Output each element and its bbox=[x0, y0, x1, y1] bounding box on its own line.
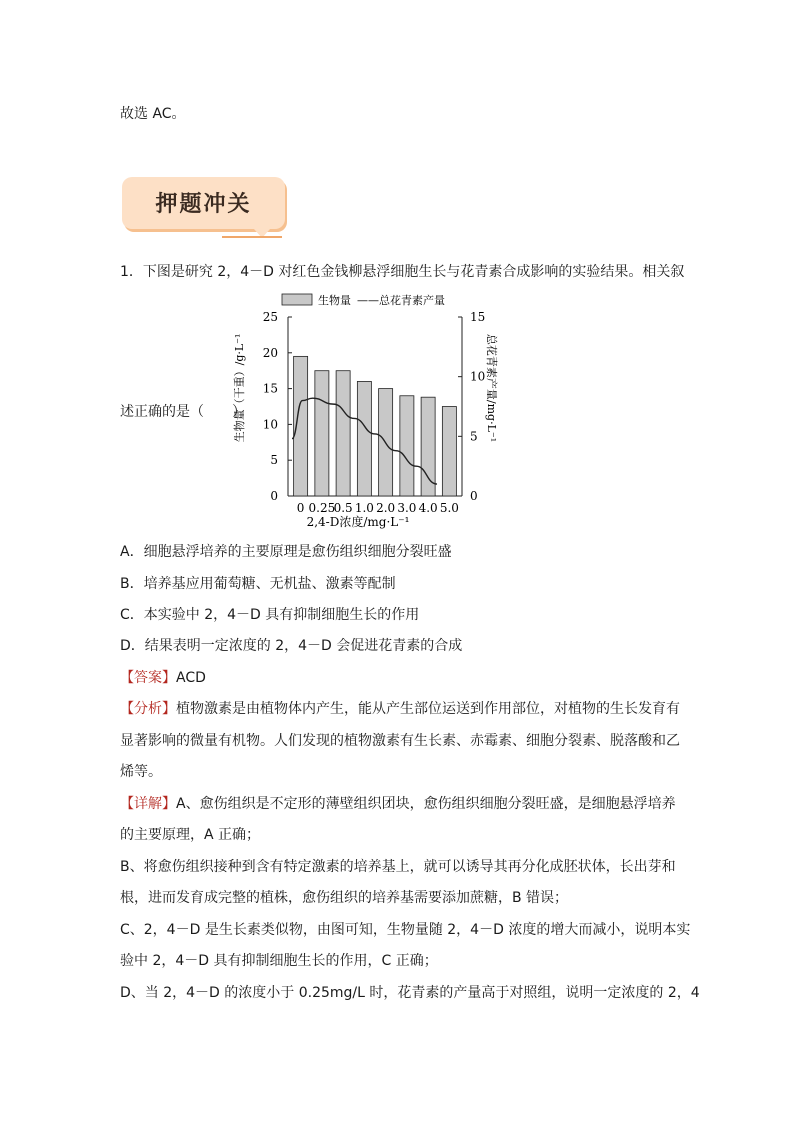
detail-line-d1: D、当 2，4－D 的浓度小于 0.25mg/L 时，花青素的产量高于对照组，说明一定浓度的 2，4 bbox=[120, 985, 700, 1001]
y-left-tick-label: 25 bbox=[262, 310, 278, 324]
x-tick-label: 0.25 bbox=[308, 501, 336, 515]
y-left-tick-label: 20 bbox=[262, 345, 278, 360]
y-left-tick-label: 5 bbox=[270, 453, 278, 468]
detail-line-c2: 验中 2，4－D 具有抑制细胞生长的作用，C 正确； bbox=[120, 953, 438, 969]
y-left-tick-label: 15 bbox=[262, 381, 278, 396]
section-banner bbox=[122, 177, 285, 229]
analysis-text-1: 植物激素是由植物体内产生，能从产生部位运送到作用部位，对植物的生长发育有 bbox=[176, 701, 680, 717]
answer-line bbox=[120, 668, 206, 688]
analysis-line-2: 显著影响的微量有机物。人们发现的植物激素有生长素、赤霉素、细胞分裂素、脱落酸和乙 bbox=[120, 733, 680, 749]
y-axis-left-label: 生物量（干重）/g·L⁻¹ bbox=[233, 333, 246, 443]
y-right-tick-label: 10 bbox=[470, 369, 486, 384]
option-c: C．本实验中 2，4－D 具有抑制细胞生长的作用 bbox=[120, 607, 420, 623]
x-tick-label: 1.0 bbox=[354, 501, 374, 515]
x-tick-label: 5.0 bbox=[439, 501, 459, 515]
bar bbox=[421, 397, 435, 496]
answer-label: 【答案】 bbox=[120, 670, 176, 686]
detail-line-b2: 根，进而发育成完整的植株，愈伤组织的培养基需要添加蔗糖，B 错误； bbox=[120, 890, 569, 906]
option-d: D．结果表明一定浓度的 2，4－D 会促进花青素的合成 bbox=[120, 638, 463, 654]
detail-line-c1: C、2，4－D 是生长素类似物，由图可知，生物量随 2，4－D 浓度的增大而减小，说明本实 bbox=[120, 922, 691, 938]
y-axis-right-label: 总花青素产量/mg·L⁻¹ bbox=[485, 333, 498, 443]
bar bbox=[315, 371, 329, 496]
analysis-label: 【分析】 bbox=[120, 701, 176, 717]
bar bbox=[400, 396, 414, 496]
x-tick-label: 3.0 bbox=[397, 501, 417, 515]
option-b: B．培养基应用葡萄糖、无机盐、激素等配制 bbox=[120, 576, 396, 592]
bar bbox=[442, 407, 456, 497]
y-right-tick-label: 0 bbox=[470, 489, 478, 503]
detail-line-a2: 的主要原理，A 正确； bbox=[120, 827, 261, 843]
banner-underline bbox=[222, 236, 282, 238]
detail-line-a1 bbox=[120, 794, 676, 814]
x-tick-label: 4.0 bbox=[418, 501, 438, 515]
detail-text-a1: A、愈伤组织是不定形的薄壁组织团块，愈伤组织细胞分裂旺盛，是细胞悬浮培养 bbox=[176, 796, 676, 812]
chart-legend bbox=[282, 293, 445, 307]
banner-title: 押题冲关 bbox=[155, 192, 252, 217]
detail-line-b1: B、将愈伤组织接种到含有特定激素的培养基上，就可以诱导其再分化成胚状体，长出芽和 bbox=[120, 859, 676, 875]
x-tick-label: 0 bbox=[296, 501, 305, 515]
question-stem-cont: 述正确的是（ ） bbox=[120, 404, 246, 420]
option-a: A．细胞悬浮培养的主要原理是愈伤组织细胞分裂旺盛 bbox=[120, 544, 452, 560]
x-tick-label: 0.5 bbox=[333, 501, 353, 515]
legend-bar-swatch bbox=[282, 294, 312, 305]
analysis-line-3: 烯等。 bbox=[120, 764, 162, 780]
legend-line-label: ——总花青素产量 bbox=[357, 294, 445, 307]
x-tick-label: 2.0 bbox=[376, 501, 396, 515]
y-right-tick-label: 15 bbox=[470, 310, 486, 324]
top-line: 故选 AC。 bbox=[120, 106, 186, 122]
y-left-tick-label: 10 bbox=[262, 417, 278, 432]
y-left-tick-label: 0 bbox=[270, 489, 278, 503]
bar bbox=[336, 371, 350, 496]
question-stem: 1．下图是研究 2，4－D 对红色金钱柳悬浮细胞生长与花青素合成影响的实验结果。相关叙 bbox=[120, 264, 685, 280]
analysis-line-1 bbox=[120, 699, 680, 719]
legend-bar-label: 生物量 bbox=[318, 294, 351, 307]
x-axis-label: 2,4-D浓度/mg·L⁻¹ bbox=[306, 515, 410, 529]
detail-label: 【详解】 bbox=[120, 796, 176, 812]
answer-value: ACD bbox=[176, 670, 206, 686]
chart bbox=[230, 285, 510, 535]
y-right-tick-label: 5 bbox=[470, 429, 478, 444]
bar bbox=[357, 381, 371, 496]
